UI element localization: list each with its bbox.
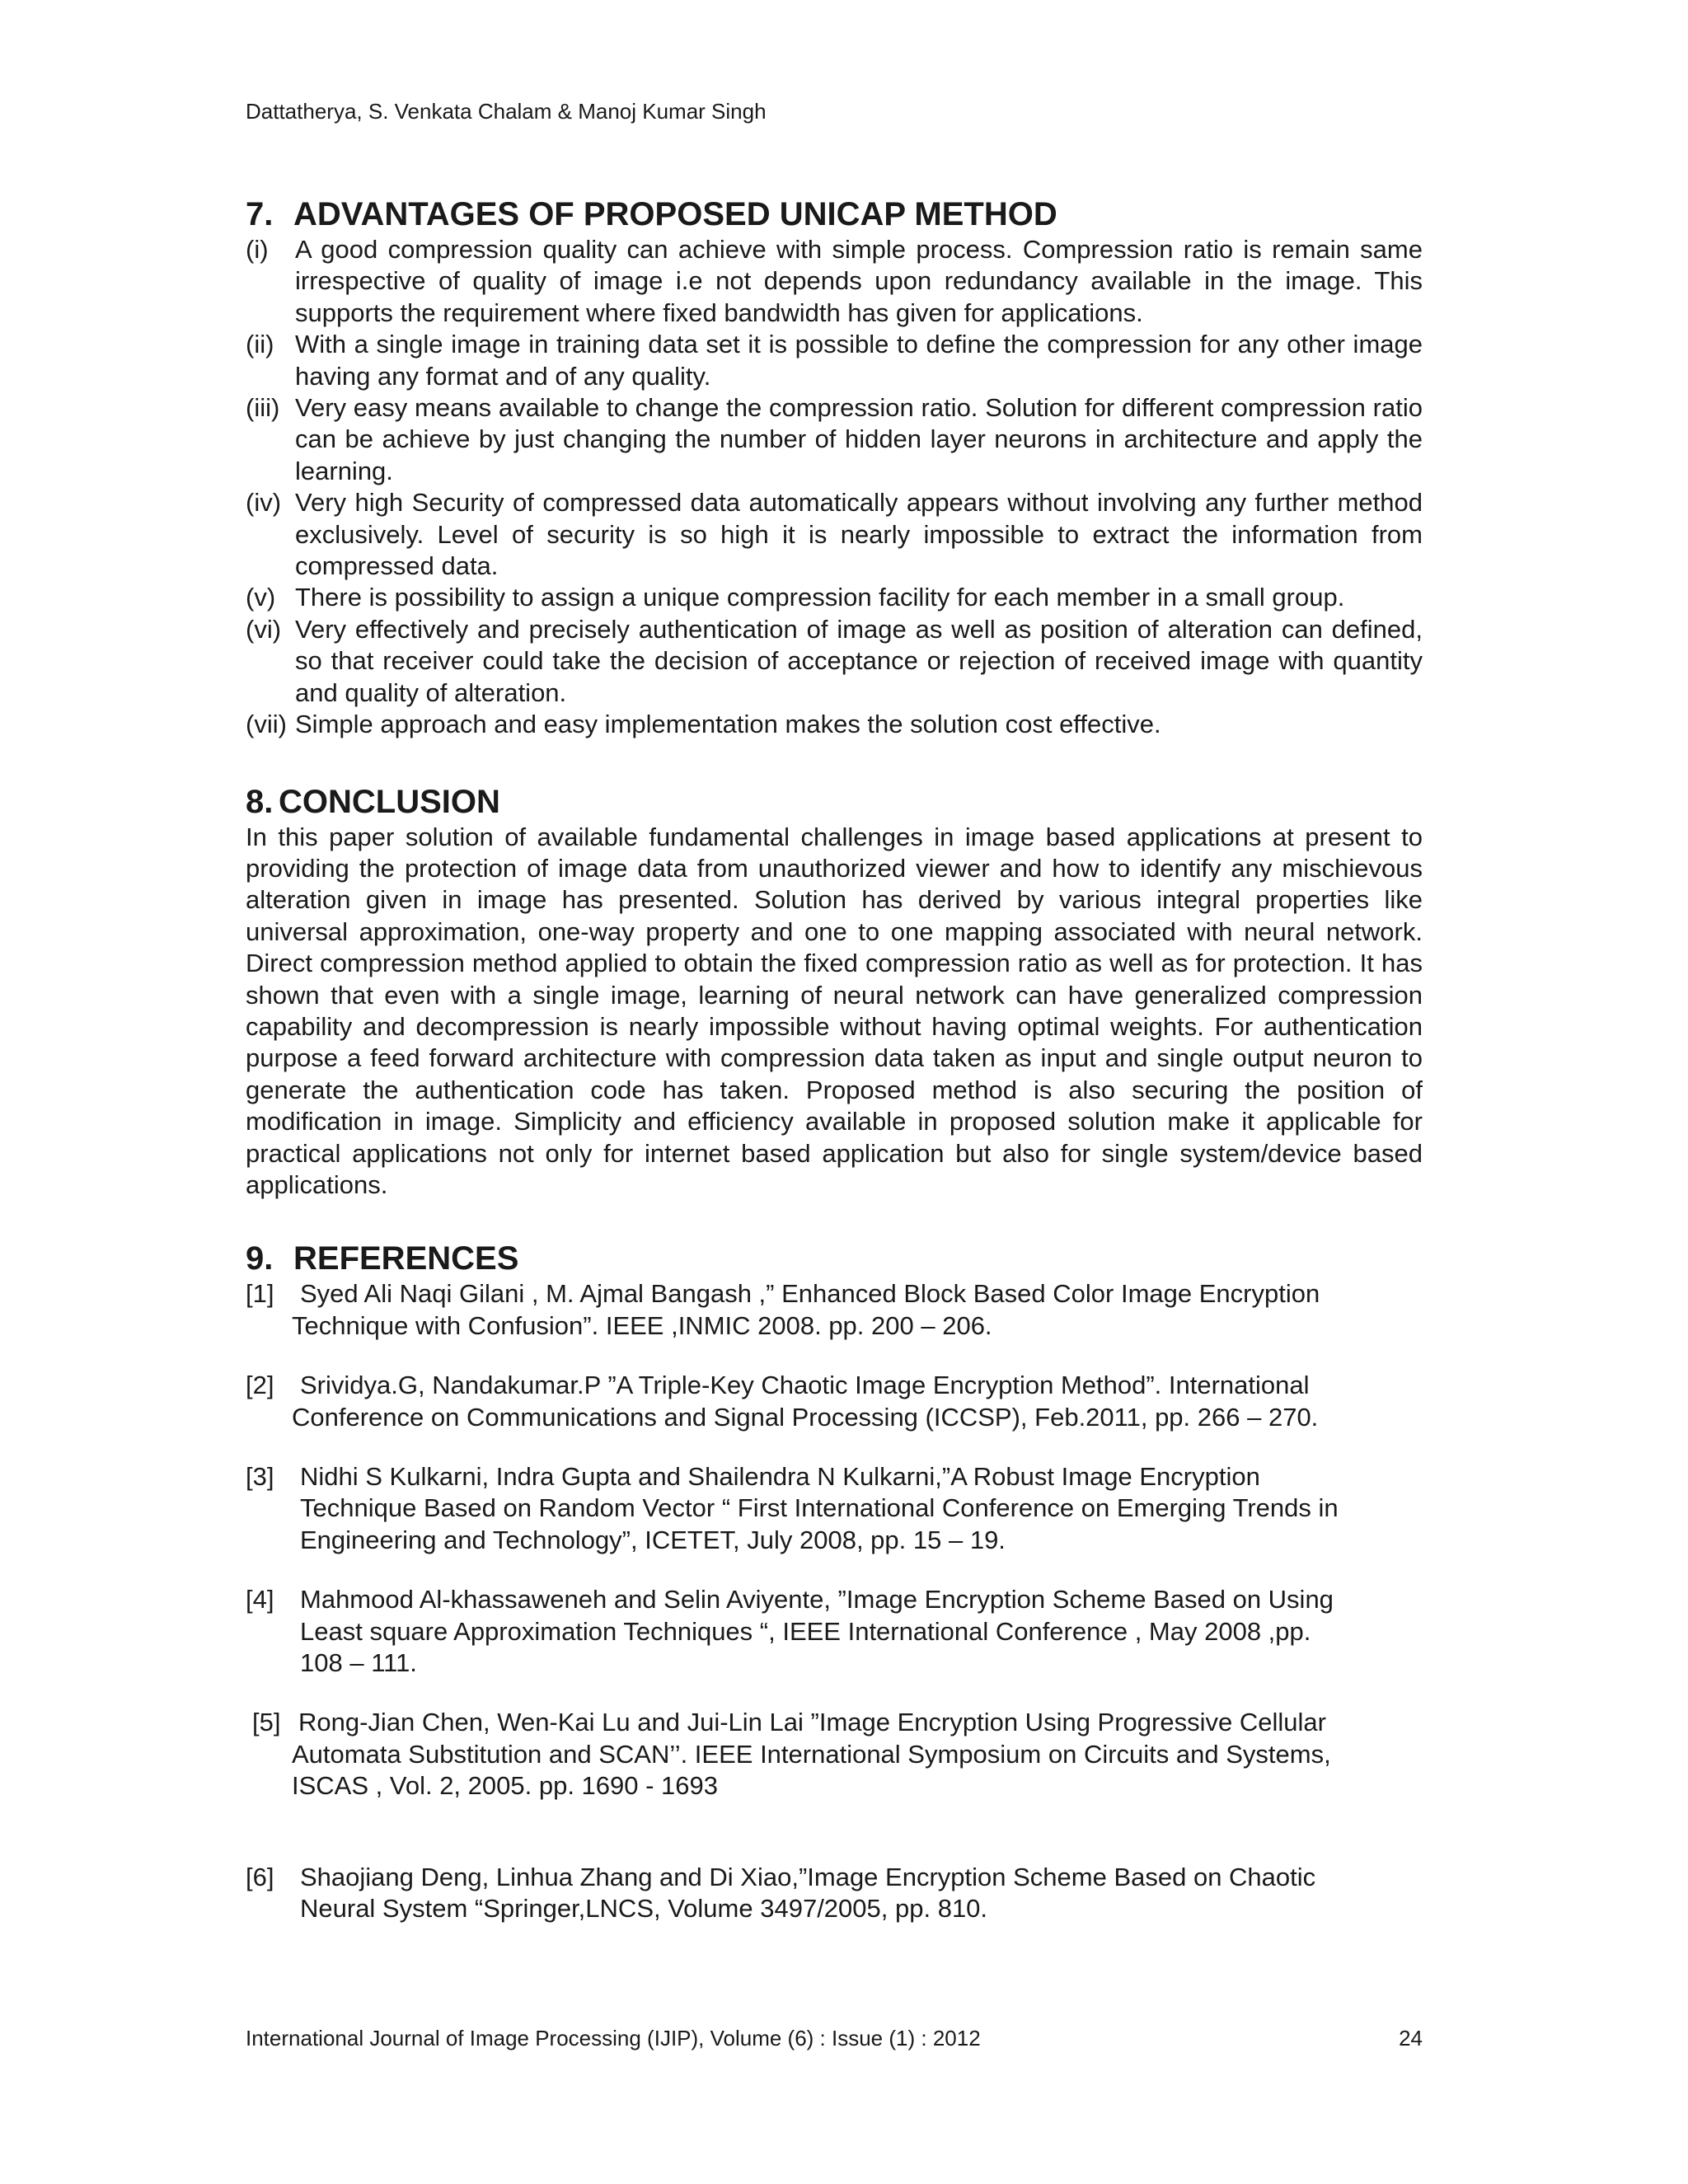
advantage-item-text: With a single image in training data set it is possible to define the compression for any other image having any format and of any quality.	[295, 330, 1423, 391]
advantage-item-number: (ii)	[246, 330, 274, 359]
section-8-title: CONCLUSION	[279, 783, 500, 820]
reference-line: Mahmood Al-khassaweneh and Selin Aviyente, ”Image Encryption Scheme Based on Using	[300, 1585, 1334, 1615]
advantage-item-text: Simple approach and easy implementation makes the solution cost effective.	[295, 710, 1161, 739]
reference-line: Technique with Confusion”. IEEE ,INMIC 2008. pp. 200 – 206.	[292, 1310, 992, 1340]
reference-line: Syed Ali Naqi Gilani , M. Ajmal Bangash ,” Enhanced Block Based Color Image Encryption	[300, 1279, 1320, 1309]
advantage-item-text: Very effectively and precisely authentication of image as well as position of alteration can defined, so that receiver could take the decision of acceptance or rejection of received image with quantity and quality of alteration.	[295, 614, 1423, 707]
advantage-item-number: (iv)	[246, 488, 282, 518]
reference-line: Srividya.G, Nandakumar.P ”A Triple-Key Chaotic Image Encryption Method”. International	[300, 1371, 1310, 1400]
advantage-item-text: There is possibility to assign a unique compression facility for each member in a small group.	[295, 583, 1345, 612]
advantage-item-number: (i)	[246, 235, 269, 264]
footer-journal: International Journal of Image Processing (IJIP), Volume (6) : Issue (1) : 2012	[246, 2026, 981, 2050]
advantage-item	[246, 487, 1423, 582]
reference-item	[246, 1862, 1423, 1925]
section-9-title: REFERENCES	[293, 1240, 519, 1277]
advantage-item-text: Very easy means available to change the compression ratio. Solution for different compression ratio can be achieve by just changing the number of hidden layer neurons in architecture and apply the learning.	[295, 393, 1423, 485]
reference-line: Conference on Communications and Signal Processing (ICCSP), Feb.2011, pp. 266 – 270.	[292, 1402, 1319, 1432]
reference-number: [1]	[246, 1279, 274, 1309]
reference-number: [3]	[246, 1462, 274, 1491]
section-9-heading	[246, 1239, 1423, 1278]
reference-line: Nidhi S Kulkarni, Indra Gupta and Shailendra N Kulkarni,”A Robust Image Encryption	[300, 1462, 1260, 1491]
advantage-item-text: Very high Security of compressed data automatically appears without involving any further method exclusively. Level of security is so high it is nearly impossible to extract the information from compressed data.	[295, 488, 1423, 581]
reference-line: Rong-Jian Chen, Wen-Kai Lu and Jui-Lin Lai ”Image Encryption Using Progressive Cellular	[298, 1708, 1326, 1737]
reference-number: [5]	[252, 1708, 281, 1737]
reference-line: 108 – 111.	[300, 1648, 417, 1678]
reference-item	[246, 1707, 1423, 1802]
section-7-title: ADVANTAGES OF PROPOSED UNICAP METHOD	[293, 196, 1057, 232]
page-number: 24	[1399, 2026, 1423, 2050]
advantage-item-number: (v)	[246, 583, 276, 612]
reference-line: Engineering and Technology”, ICETET, July 2008, pp. 15 – 19.	[300, 1525, 1006, 1554]
advantage-item	[246, 709, 1423, 740]
advantage-item	[246, 392, 1423, 487]
advantage-item	[246, 582, 1423, 613]
reference-line: Technique Based on Random Vector “ First International Conference on Emerging Trends in	[300, 1493, 1339, 1523]
reference-line: Shaojiang Deng, Linhua Zhang and Di Xiao,”Image Encryption Scheme Based on Chaotic	[300, 1862, 1316, 1891]
conclusion-paragraph: In this paper solution of available fundamental challenges in image based applications at present to providing the protection of image data from unauthorized viewer and how to identify any mischievous alteration given in image has presented. Solution has derived by various integral properties like universal approximation, one-way property and one to one mapping associated with neural network. Direct compression method applied to obtain the fixed compression ratio as well as for protection. It has shown that even with a single image, learning of neural network can have generalized compression capability and decompression is nearly impossible without having optimal weights. For authentication purpose a feed forward architecture with compression data taken as input and single output neuron to generate the authentication code has taken. Proposed method is also securing the position of modification in image. Simplicity and efficiency available in proposed solution make it applicable for practical applications not only for internet based application but also for single system/device based applications.	[246, 822, 1423, 1199]
reference-line: Automata Substitution and SCAN’’. IEEE International Symposium on Circuits and Systems,	[292, 1739, 1331, 1769]
advantage-item	[246, 234, 1423, 329]
advantage-item	[246, 614, 1423, 709]
section-8-number: 8.	[246, 783, 274, 820]
advantage-item	[246, 329, 1423, 392]
section-9-number: 9.	[246, 1240, 274, 1277]
section-7-heading	[246, 194, 1423, 234]
advantage-item-number: (vi)	[246, 614, 282, 644]
advantage-item-text: A good compression quality can achieve with simple process. Compression ratio is remain same irrespective of quality of image i.e not depends upon redundancy available in the image. This supports the requirement where fixed bandwidth has given for applications.	[295, 235, 1423, 327]
reference-number: [2]	[246, 1371, 274, 1400]
reference-item	[246, 1584, 1423, 1679]
reference-line: Neural System “Springer,LNCS, Volume 3497/2005, pp. 810.	[300, 1894, 988, 1924]
reference-number: [6]	[246, 1862, 274, 1891]
running-header-authors: Dattatherya, S. Venkata Chalam & Manoj Kumar Singh	[246, 99, 767, 124]
section-8-heading	[246, 782, 1423, 822]
advantages-list	[246, 234, 1423, 741]
reference-item	[246, 1461, 1423, 1556]
advantage-item-number: (iii)	[246, 393, 280, 423]
reference-number: [4]	[246, 1585, 274, 1615]
references-list	[246, 1278, 1423, 1924]
reference-item	[246, 1278, 1423, 1342]
reference-item	[246, 1370, 1423, 1433]
page-content	[246, 194, 1423, 1924]
reference-line: Least square Approximation Techniques “, IEEE International Conference , May 2008 ,pp.	[300, 1616, 1311, 1646]
reference-line: ISCAS , Vol. 2, 2005. pp. 1690 - 1693	[292, 1771, 719, 1801]
advantage-item-number: (vii)	[246, 710, 287, 739]
section-7-number: 7.	[246, 196, 274, 232]
